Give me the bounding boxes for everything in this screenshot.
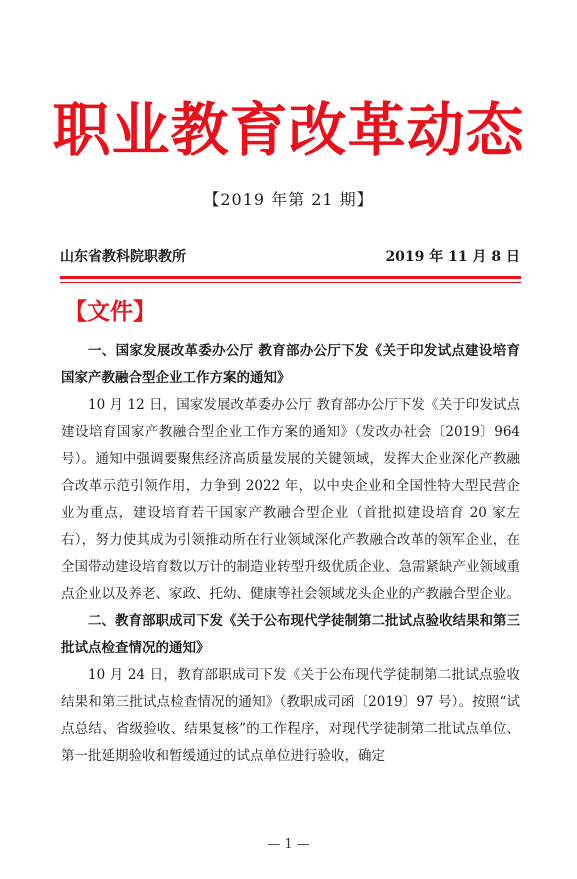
header-rule-thin — [60, 282, 521, 283]
issue-number: 【2019 年第 21 期】 — [203, 190, 374, 209]
meta-row — [60, 248, 520, 266]
page-number: — 1 — — [267, 837, 310, 852]
article-body: 10 月 12 日，国家发展改革委办公厅 教育部办公厅下发《关于印发试点建设培育国家产教融合型企业工作方案的通知》（发改办社会〔2019〕964 号）。通知中强调要聚焦经济高质量发展的关键领域，发挥大企业深化产教融合改革示范引领作用，力争到 2022 年，以中央企业和全国性特大型民营企业为重点，建设培育若干国家产教融合型企业（首批拟建设培育 20 家左右），努力使其成为引领推动所在行业领域深化产教融合改革的领军企业，在全国带动建设培育数以万计的制造业转型升级优质企业、急需紧缺产业领域重点企业以及养老、家政、托幼、健康等社会领域龙头企业的产教融合型企业。 — [61, 397, 520, 602]
masthead-title: 职业教育改革动态 — [52, 96, 525, 164]
publish-date: 2019 年 11 月 8 日 — [385, 249, 520, 265]
header-rule-thick — [60, 276, 521, 279]
publisher-name: 山东省教科院职教所 — [60, 249, 186, 265]
article-content — [61, 338, 520, 770]
article-heading: 一、国家发展改革委办公厅 教育部办公厅下发《关于印发试点建设培育国家产教融合型企业工作方案的通知》 — [61, 343, 520, 386]
article-body: 10 月 24 日，教育部职成司下发《关于公布现代学徒制第二批试点验收结果和第三批试点检查情况的通知》（教职成司函〔2019〕97 号）。按照“试点总结、省级验收、结果复核”的工作程序，对现代学徒制第二批试点单位、第一批延期验收和暂缓通过的试点单位进行验收，确定 — [61, 667, 520, 764]
section-tag: 【文件】 — [64, 299, 156, 325]
article-heading: 二、教育部职成司下发《关于公布现代学徒制第二批试点验收结果和第三批试点检查情况的通知》 — [61, 613, 520, 656]
